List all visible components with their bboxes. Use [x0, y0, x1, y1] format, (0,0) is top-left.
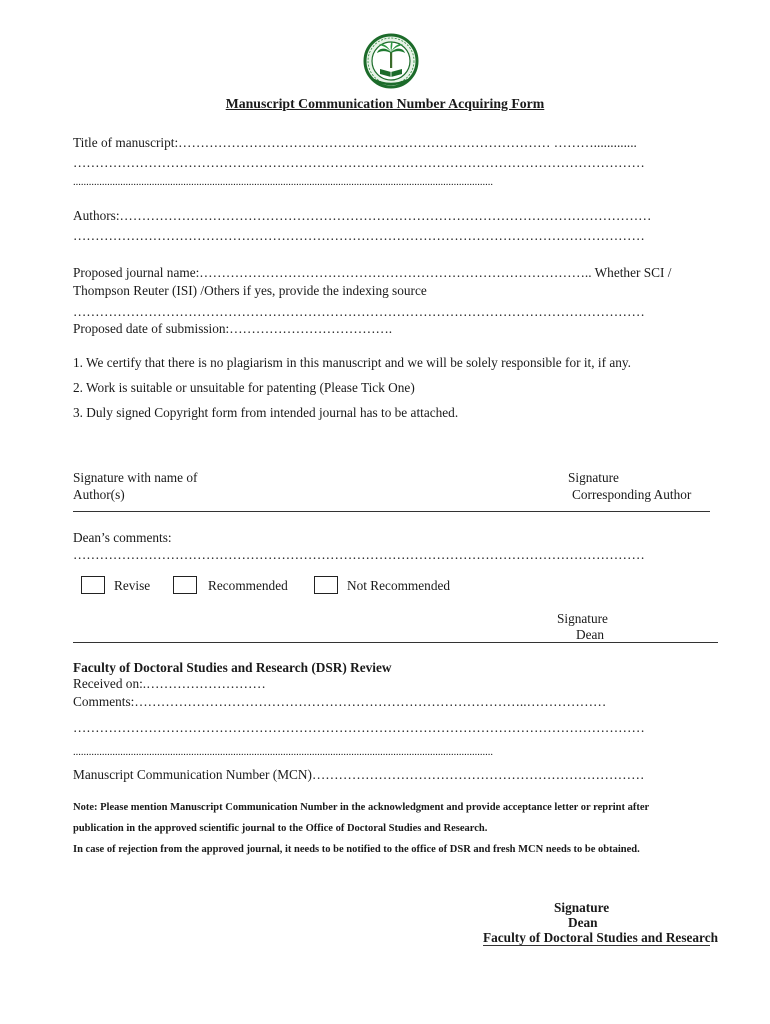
title-of-manuscript-field[interactable]: Title of manuscript:………………………………………………………………………… ……….............	[73, 135, 637, 150]
dean-comments-label	[73, 530, 172, 546]
indexing-source-text: Thompson Reuter (ISI) /Others if yes, provide the indexing source	[73, 283, 427, 298]
title-of-manuscript-line-3[interactable]: ................................................................................................................................................................	[73, 177, 493, 188]
authors-field[interactable]: Authors:…………………………………………………………………………………………………………	[73, 208, 652, 223]
statement-plagiarism: 1. We certify that there is no plagiarism in this manuscript and we will be solely responsible for it, if any.	[73, 355, 632, 370]
corresponding-signature-label: Signature	[568, 470, 619, 485]
indexing-source-line[interactable]: …………………………………………………………………………………………………………………	[73, 304, 645, 319]
dean-comments-line[interactable]: …………………………………………………………………………………………………………………	[73, 547, 645, 562]
dsr-comments-field[interactable]: Comments:……………………………………………………………………………..………………	[73, 694, 607, 709]
note-line-1	[73, 800, 649, 816]
mcn-field[interactable]: Manuscript Communication Number (MCN)…………………………………………………………………	[73, 767, 645, 782]
note-text: Please mention Manuscript Communication Number in the acknowledgment and provide acceptance letter or reprint after	[97, 802, 650, 813]
author-signature-label-2: Author(s)	[73, 487, 125, 502]
dsr-review-heading: Faculty of Doctoral Studies and Research (DSR) Review	[73, 660, 392, 675]
author-signature-label: Signature with name of	[73, 470, 198, 485]
submission-date-field[interactable]: Proposed date of submission:……………………………….	[73, 321, 393, 336]
final-dean-label: Dean	[568, 915, 598, 930]
statement-copyright: 3. Duly signed Copyright form from intended journal has to be attached.	[73, 405, 459, 420]
dsr-comments-line-3[interactable]: ................................................................................................................................................................	[73, 747, 493, 758]
not-recommended-checkbox[interactable]	[314, 576, 338, 594]
authors-line-2[interactable]: …………………………………………………………………………………………………………………	[73, 228, 645, 243]
dean-label: Dean	[576, 627, 605, 642]
dean-comments-label-text: Dean’s comments:	[73, 530, 172, 545]
proposed-journal-field[interactable]: Proposed journal name:…………………………………………………………………………….. Whether SCI /	[73, 265, 672, 280]
title-of-manuscript-line-2[interactable]: …………………………………………………………………………………………………………………	[73, 155, 645, 170]
not-recommended-label: Not Recommended	[347, 578, 451, 593]
note-label: Note:	[73, 802, 98, 813]
dsr-comments-line-2[interactable]: …………………………………………………………………………………………………………………	[73, 720, 645, 735]
form-title: Manuscript Communication Number Acquiring Form	[225, 96, 545, 111]
note-line-2: publication in the approved scientific journal to the Office of Doctoral Studies and Research.	[73, 823, 488, 834]
recommended-label: Recommended	[208, 578, 288, 593]
section-divider-2	[73, 642, 718, 643]
corresponding-author-label: Corresponding Author	[572, 487, 692, 502]
university-seal-logo	[360, 32, 422, 90]
revise-label: Revise	[114, 578, 151, 593]
section-divider	[73, 511, 710, 512]
signature-underline	[483, 945, 710, 946]
received-on-field[interactable]: Received on:.………………………	[73, 676, 266, 691]
faculty-label: Faculty of Doctoral Studies and Research	[483, 930, 719, 945]
statement-patenting: 2. Work is suitable or unsuitable for patenting (Please Tick One)	[73, 380, 415, 395]
recommended-checkbox[interactable]	[173, 576, 197, 594]
revise-checkbox[interactable]	[81, 576, 105, 594]
note-line-3: In case of rejection from the approved journal, it needs to be notified to the office of DSR and fresh MCN needs to be obtained.	[73, 844, 640, 855]
dean-signature-label: Signature	[557, 611, 608, 626]
final-signature-label: Signature	[554, 900, 610, 915]
